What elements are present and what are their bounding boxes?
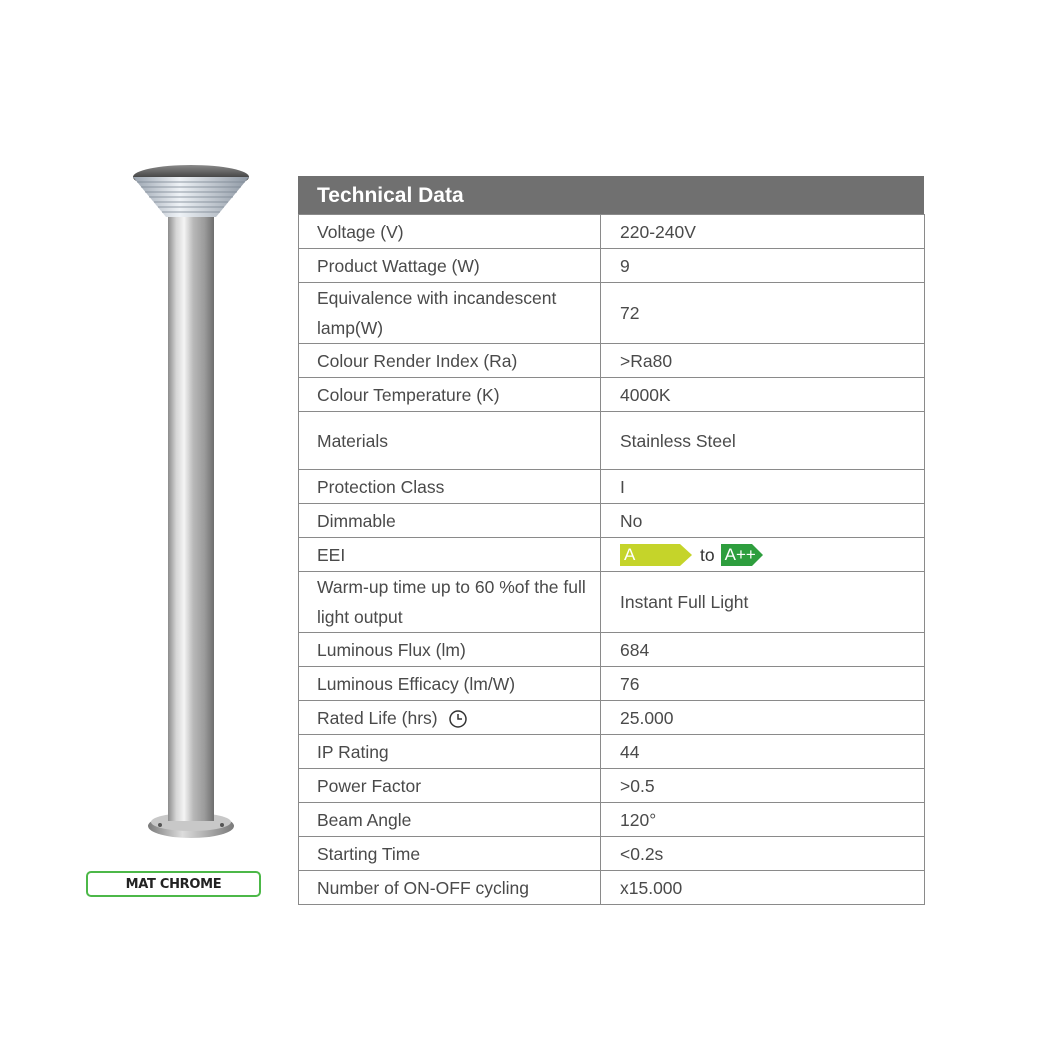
row-label: Dimmable [299, 504, 601, 538]
row-label: Voltage (V) [299, 215, 601, 249]
table-row [299, 378, 925, 412]
row-label: Luminous Efficacy (lm/W) [299, 667, 601, 701]
table-row [299, 735, 925, 769]
row-value: 72 [601, 283, 925, 344]
clock-icon [448, 709, 468, 729]
row-label: IP Rating [299, 735, 601, 769]
row-value: >0.5 [601, 769, 925, 803]
row-value: 120° [601, 803, 925, 837]
table-row [299, 215, 925, 249]
finish-badge: MAT CHROME [86, 871, 261, 897]
table-row [299, 249, 925, 283]
table-row [299, 538, 925, 572]
table-row [299, 803, 925, 837]
row-label: Product Wattage (W) [299, 249, 601, 283]
eei-range [620, 540, 924, 570]
row-value: Instant Full Light [601, 572, 925, 633]
table-row [299, 633, 925, 667]
row-label: EEI [299, 538, 601, 572]
row-value [601, 538, 925, 572]
row-value: 9 [601, 249, 925, 283]
table-row [299, 470, 925, 504]
row-value: 684 [601, 633, 925, 667]
row-label: Colour Temperature (K) [299, 378, 601, 412]
row-label: Luminous Flux (lm) [299, 633, 601, 667]
row-value: No [601, 504, 925, 538]
row-label [299, 701, 601, 735]
table-row [299, 344, 925, 378]
row-value: 220-240V [601, 215, 925, 249]
table-row [299, 837, 925, 871]
row-label: Starting Time [299, 837, 601, 871]
row-label: Number of ON-OFF cycling [299, 871, 601, 905]
table-title: Technical Data [298, 176, 924, 214]
row-label: Power Factor [299, 769, 601, 803]
row-value: <0.2s [601, 837, 925, 871]
row-label: Warm-up time up to 60 %of the full light output [299, 572, 601, 633]
table-row [299, 667, 925, 701]
row-value: I [601, 470, 925, 504]
row-value: x15.000 [601, 871, 925, 905]
eei-to-label: to [700, 544, 715, 565]
row-value: 25.000 [601, 701, 925, 735]
product-image [120, 155, 260, 845]
row-label: Beam Angle [299, 803, 601, 837]
rated-life-label: Rated Life (hrs) [317, 707, 438, 728]
row-value: Stainless Steel [601, 412, 925, 470]
eei-a-label: A [620, 544, 692, 566]
table-row [299, 769, 925, 803]
eei-app-label: A++ [721, 544, 763, 566]
table-row [299, 283, 925, 344]
table-row [299, 701, 925, 735]
row-value: >Ra80 [601, 344, 925, 378]
row-label: Colour Render Index (Ra) [299, 344, 601, 378]
table-row [299, 504, 925, 538]
table-row [299, 412, 925, 470]
row-label: Protection Class [299, 470, 601, 504]
table-row [299, 871, 925, 905]
row-label: Equivalence with incandescent lamp(W) [299, 283, 601, 344]
technical-data-table [298, 176, 924, 905]
row-label: Materials [299, 412, 601, 470]
row-value: 44 [601, 735, 925, 769]
row-value: 76 [601, 667, 925, 701]
table-row [299, 572, 925, 633]
row-value: 4000K [601, 378, 925, 412]
